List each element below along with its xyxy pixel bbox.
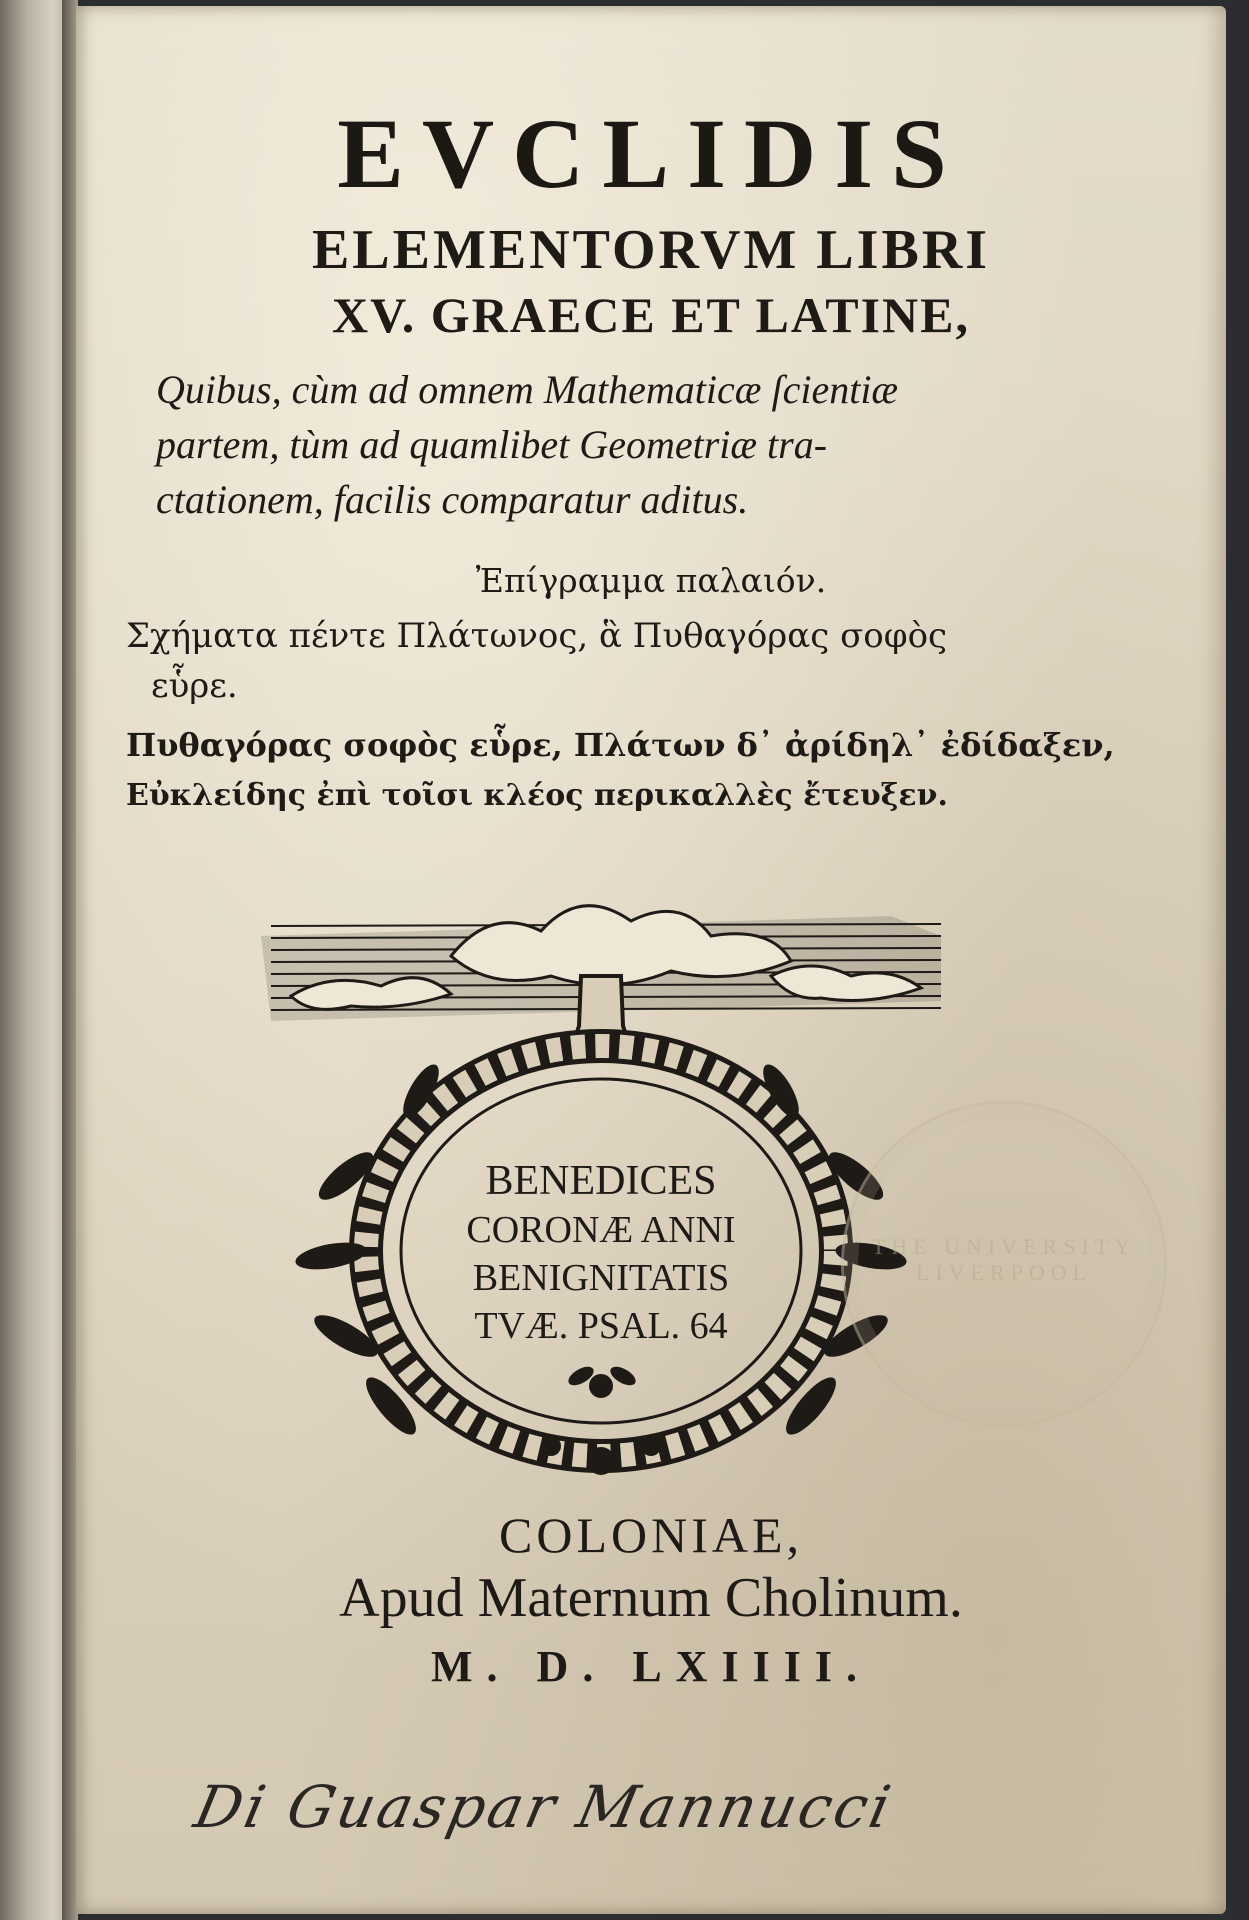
description-line-2: partem, tùm ad quamlibet Geometriæ tra- — [156, 422, 828, 467]
motto-line-1: BENEDICES — [485, 1158, 717, 1204]
subtitle-line-1: ELEMENTORVM LIBRI — [311, 219, 991, 281]
description-line-1: Quibus, cùm ad omnem Mathematicæ ſcientiæ — [156, 367, 899, 412]
greek-line-4: Εὐκλείδης ἐπὶ τοῖσι κλέος περικαλλὲς ἔτευξεν. — [126, 778, 948, 813]
printers-device-emblem — [251, 876, 951, 1486]
description-line-3: ctationem, facilis comparatur aditus. — [156, 477, 749, 522]
greek-line-2: εὗρε. — [151, 666, 238, 706]
greek-line-1: Σχήματα πέντε Πλάτωνος, ἃ Πυθαγόρας σοφὸς — [126, 616, 948, 656]
stamp-text: THE UNIVERSITY LIVERPOOL — [871, 1234, 1137, 1285]
flower-ornament — [565, 1363, 638, 1398]
library-blind-stamp — [841, 1101, 1167, 1427]
motto-line-3: BENIGNITATIS — [472, 1257, 730, 1299]
book-title: EVCLIDIS — [337, 98, 965, 209]
title-page — [76, 6, 1226, 1914]
imprint-printer: Apud Maternum Cholinum. — [339, 1567, 963, 1629]
ownership-inscription — [136, 1751, 1186, 1871]
inscription-text: Di Guaspar Mannucci — [188, 1773, 900, 1841]
imprint-year: M. D. LXIIII. — [431, 1642, 871, 1691]
facing-page-edge — [0, 0, 64, 1920]
imprint-place: COLONIAE, — [498, 1507, 804, 1563]
motto-line-2: CORONÆ ANNI — [466, 1209, 736, 1251]
greek-line-3: Πυθαγόρας σοφὸς εὗρε, Πλάτων δ᾽ ἀρίδηλ᾽ ἐδίδαξεν, — [126, 726, 1115, 764]
motto-line-4: TVÆ. PSAL. 64 — [474, 1305, 728, 1347]
subtitle-line-2: XV. GRAECE ET LATINE, — [332, 287, 970, 343]
greek-epigram-heading: Ἐπίγραμμα παλαιόν. — [475, 561, 827, 600]
